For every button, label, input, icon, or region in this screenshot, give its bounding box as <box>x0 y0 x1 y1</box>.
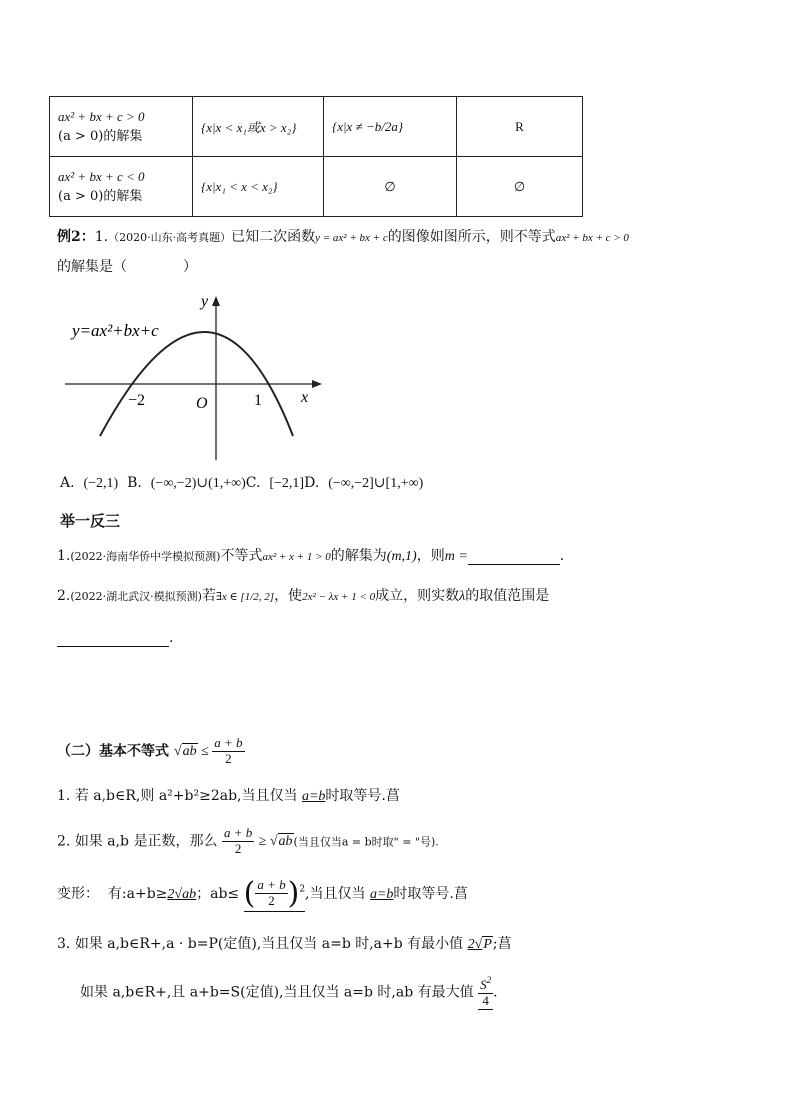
answer-blank[interactable] <box>57 630 169 647</box>
item-text: 若 a,b∈R,则 a²+b²≥2ab,当且仅当 <box>74 788 298 804</box>
y-axis-arrow-icon <box>212 296 220 306</box>
equality-condition: a=b <box>369 887 394 902</box>
solution-cell: {x|x₁ < x < x₂} <box>193 157 324 217</box>
solution-cell: {x|x < x₁或x > x₂} <box>193 97 324 157</box>
answer-options <box>60 475 423 492</box>
item-text: 如果 a,b∈R+,a · b=P(定值),当且仅当 a=b 时,a+b 有最小值 <box>74 936 464 952</box>
question-number: 1. <box>94 229 109 245</box>
condition-label: (a > 0)的解集 <box>58 188 143 204</box>
transform-text: ；ab≤ <box>196 886 240 902</box>
question-text: ，则 <box>416 548 445 564</box>
solution-cell: R <box>457 97 583 157</box>
question-text: 若 <box>201 588 216 604</box>
exists-expression: ∃x ∈ [1/2, 2] <box>215 591 275 603</box>
root-label-left: −2 <box>128 392 146 409</box>
transform-text: 有:a+b≥ <box>107 886 168 902</box>
item-text: 如果 a,b∈R+,且 a+b=S(定值),当且仅当 a=b 时,ab 有最大值 <box>80 984 474 1001</box>
section2-item3b <box>80 975 498 1010</box>
solution-set-table <box>49 96 583 217</box>
question-text: ，使 <box>274 588 303 604</box>
row-label <box>50 157 193 217</box>
variable-lambda: λ <box>459 589 466 604</box>
item-tail: . <box>493 984 498 1001</box>
interval-expression: (m,1) <box>386 549 417 564</box>
question-number: 1. <box>57 548 71 564</box>
question-source: （2020·山东·高考真题） <box>108 231 232 244</box>
option-key: A. <box>60 475 75 491</box>
table-row <box>50 97 583 157</box>
question-text: 不等式 <box>220 548 263 564</box>
item-tail: 时取等号.菖 <box>325 788 400 804</box>
equality-condition: a=b <box>301 789 326 804</box>
variable-m: m = <box>444 549 468 564</box>
parabola-graph <box>60 288 330 468</box>
question-text: 的取值范围是 <box>465 588 550 604</box>
section2-item1 <box>57 785 400 805</box>
min-value: 2√P <box>467 937 492 952</box>
option-text: (−∞,−2)∪(1,+∞) <box>150 476 246 491</box>
question-text: 的图像如图所示，则不等式 <box>387 229 556 245</box>
transform-box1: 2√ab <box>167 887 197 902</box>
transform-text: ,当且仅当 <box>305 886 366 902</box>
practice-title: 举一反三 <box>60 512 121 530</box>
square-fraction: ( $\frac{a + b}{2}$ )$^2$ <box>243 876 306 911</box>
max-value: $\frac{S^2}{4}$ <box>480 975 492 1008</box>
inequality-expression: ax² + x + 1 > 0 <box>262 551 331 563</box>
section2-item3 <box>57 933 512 953</box>
option-key: D. <box>304 475 320 491</box>
item-tail: ;菖 <box>492 936 512 952</box>
example-label: 例2： <box>57 229 95 245</box>
question-source: (2022·海南华侨中学模拟预测) <box>70 550 221 563</box>
transform-tail: 时取等号.菖 <box>393 886 468 902</box>
item-text: 如果 a,b 是正数，那么 <box>74 833 218 850</box>
answer-blank[interactable] <box>468 548 560 565</box>
inequality-expression: 2x² − λx + 1 < 0 <box>302 591 376 603</box>
section2-item2: 2. 如果 a,b 是正数，那么 $\frac{a + b}{2}$ ≥ √ab(当且仅当a = b时取" = "号). <box>57 825 439 856</box>
item-number: 3. <box>57 936 71 952</box>
x-axis-arrow-icon <box>312 380 322 388</box>
root-label-right: 1 <box>254 392 262 409</box>
item-number: 1. <box>57 788 71 804</box>
table-row <box>50 157 583 217</box>
question-number: 2. <box>57 588 71 604</box>
row-label <box>50 97 193 157</box>
inequality-label: ax² + bx + c > 0 <box>58 108 145 124</box>
item-number: 2. <box>57 833 71 850</box>
example2-line1 <box>57 226 629 246</box>
inequality-expression: ax² + bx + c > 0 <box>555 232 629 244</box>
question-text: 成立，则实数 <box>375 588 460 604</box>
section-title-text: （二）基本不等式 <box>57 743 169 760</box>
question-text: 的解集为 <box>330 548 387 564</box>
inequality-label: ax² + bx + c < 0 <box>58 168 145 184</box>
solution-cell: {x|x ≠ −b/2a} <box>324 97 457 157</box>
question-text: 已知二次函数 <box>231 229 316 245</box>
period: . <box>169 630 174 646</box>
y-axis-label: y <box>201 293 209 310</box>
period: . <box>559 548 565 564</box>
section2-transform <box>57 876 468 912</box>
practice-q2-answer <box>57 630 173 647</box>
mean-fraction: $\frac{a + b}{2}$ <box>223 825 253 856</box>
solution-cell: ∅ <box>457 157 583 217</box>
option-text: (−∞,−2]∪[1,+∞) <box>328 476 424 491</box>
option-key: B. <box>127 475 142 491</box>
section2-title: （二）基本不等式 √ab ≤ $\frac{a + b}{2}$ <box>57 735 243 766</box>
origin-label: O <box>196 395 208 412</box>
x-axis-label: x <box>301 389 309 406</box>
question-source: (2022·湖北武汉·模拟预测) <box>70 590 202 603</box>
practice-q2 <box>57 585 549 605</box>
option-text: [−2,1] <box>269 476 305 491</box>
function-expression: y = ax² + bx + c <box>315 232 388 244</box>
practice-q1 <box>57 545 564 565</box>
curve-label: y=ax²+bx+c <box>72 321 159 340</box>
formula-fraction: $\frac{a + b}{2}$ <box>214 735 243 766</box>
item-text: (当且仅当a = b时取" = "号). <box>293 835 439 849</box>
solution-cell: ∅ <box>324 157 457 217</box>
condition-label: (a > 0)的解集 <box>58 128 143 144</box>
option-text: (−2,1) <box>83 476 119 491</box>
option-key: C. <box>245 475 261 491</box>
transform-label: 变形： <box>57 886 99 902</box>
example2-line2: 的解集是（ ） <box>57 259 197 275</box>
